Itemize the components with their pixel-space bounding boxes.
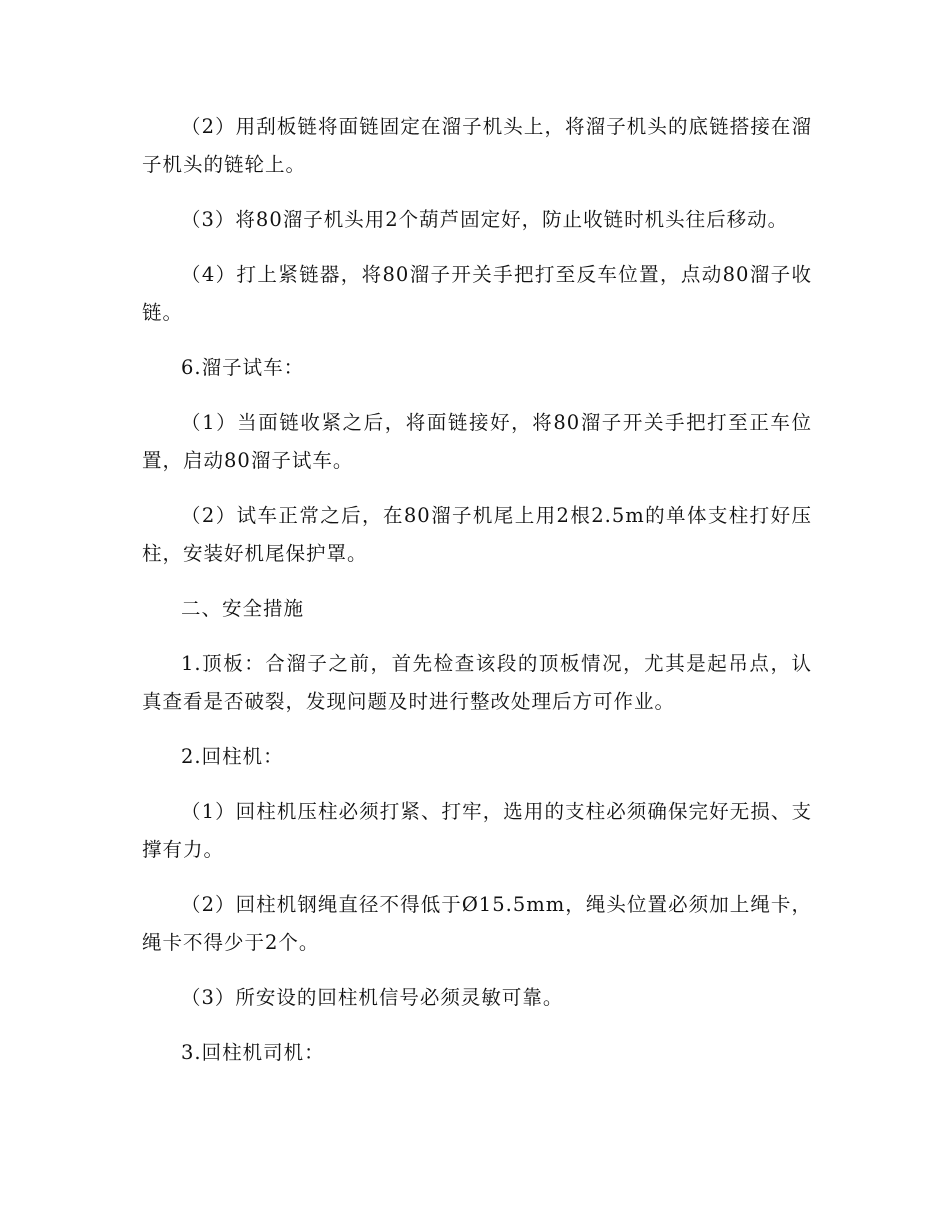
paragraph: （2）试车正常之后，在80溜子机尾上用2根2.5m的单体支柱打好压柱，安装好机尾保护罩。 bbox=[142, 504, 812, 565]
paragraph: （1）回柱机压柱必须打紧、打牢，选用的支柱必须确保完好无损、支撑有力。 bbox=[142, 800, 812, 861]
section-heading: 2.回柱机： bbox=[181, 745, 284, 768]
paragraph: 1.顶板：合溜子之前，首先检查该段的顶板情况，尤其是起吊点，认真查看是否破裂，发现问题及时进行整改处理后方可作业。 bbox=[142, 652, 812, 713]
document-body bbox=[142, 108, 812, 1089]
paragraph: （1）当面链收紧之后，将面链接好，将80溜子开关手把打至正车位置，启动80溜子试车。 bbox=[142, 411, 812, 472]
section-heading: 6.溜子试车： bbox=[181, 356, 305, 379]
paragraph: （2）用刮板链将面链固定在溜子机头上，将溜子机头的底链搭接在溜子机头的链轮上。 bbox=[142, 115, 812, 176]
section-heading: 3.回柱机司机： bbox=[181, 1041, 325, 1064]
section-heading: 二、安全措施 bbox=[181, 597, 305, 620]
paragraph: （3）所安设的回柱机信号必须灵敏可靠。 bbox=[181, 986, 564, 1009]
paragraph: （2）回柱机钢绳直径不得低于Ø15.5mm，绳头位置必须加上绳卡，绳卡不得少于2个。 bbox=[142, 893, 812, 954]
paragraph: （3）将80溜子机头用2个葫芦固定好，防止收链时机头往后移动。 bbox=[181, 208, 789, 231]
paragraph: （4）打上紧链器，将80溜子开关手把打至反车位置，点动80溜子收链。 bbox=[142, 263, 812, 324]
